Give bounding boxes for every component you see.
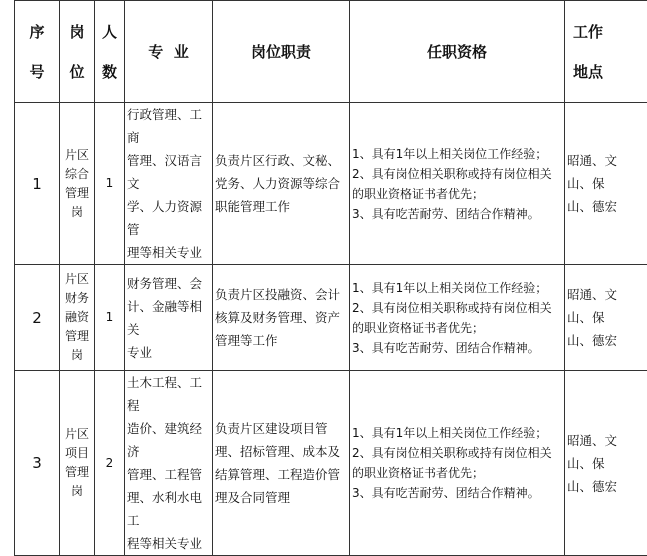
qualification-line: 3、具有吃苦耐劳、团结合作精神。 bbox=[352, 483, 564, 503]
cell-duty bbox=[213, 103, 350, 265]
position-line: 项目 bbox=[60, 444, 94, 463]
position-line: 管理 bbox=[60, 327, 94, 346]
position-line: 岗 bbox=[60, 346, 94, 365]
location-line: 山、保 bbox=[567, 172, 647, 195]
location-line: 昭通、文 bbox=[567, 149, 647, 172]
cell-major bbox=[125, 103, 213, 265]
qualification-line: 2、具有岗位相关职称或持有岗位相关 bbox=[352, 164, 564, 184]
major-line: 理等相关专业 bbox=[127, 241, 212, 264]
position-line: 片区 bbox=[60, 270, 94, 289]
location-line: 山、德宏 bbox=[567, 475, 647, 498]
cell-position bbox=[60, 265, 95, 371]
qualification-line: 1、具有1年以上相关岗位工作经验； bbox=[352, 423, 564, 443]
header-seq-line: 序 bbox=[15, 12, 59, 52]
position-line: 财务 bbox=[60, 289, 94, 308]
header-seq bbox=[15, 1, 60, 103]
position-line: 片区 bbox=[60, 146, 94, 165]
table-row bbox=[15, 371, 647, 556]
cell-position bbox=[60, 371, 95, 556]
cell-major bbox=[125, 265, 213, 371]
duty-line: 理、招标管理、成本及 bbox=[215, 440, 349, 463]
qualification-line: 的职业资格证书者优先； bbox=[352, 318, 564, 338]
qualification-line: 3、具有吃苦耐劳、团结合作精神。 bbox=[352, 338, 564, 358]
job-table bbox=[14, 0, 647, 556]
cell-seq: 3 bbox=[15, 371, 60, 556]
duty-line: 党务、人力资源等综合 bbox=[215, 172, 349, 195]
qualification-line: 1、具有1年以上相关岗位工作经验； bbox=[352, 278, 564, 298]
position-line: 综合 bbox=[60, 165, 94, 184]
header-location-line: 工作 bbox=[573, 12, 647, 52]
duty-line: 负责片区投融资、会计 bbox=[215, 283, 349, 306]
duty-line: 结算管理、工程造价管 bbox=[215, 463, 349, 486]
cell-qualification bbox=[350, 371, 565, 556]
location-line: 山、保 bbox=[567, 306, 647, 329]
major-line: 学、人力资源管 bbox=[127, 195, 212, 241]
qualification-line: 的职业资格证书者优先； bbox=[352, 463, 564, 483]
major-line: 造价、建筑经济 bbox=[127, 417, 212, 463]
major-line: 土木工程、工程 bbox=[127, 371, 212, 417]
header-position-line: 岗 bbox=[60, 12, 94, 52]
qualification-line: 2、具有岗位相关职称或持有岗位相关 bbox=[352, 298, 564, 318]
cell-count: 1 bbox=[95, 103, 125, 265]
major-line: 专业 bbox=[127, 341, 212, 364]
duty-line: 负责片区建设项目管 bbox=[215, 417, 349, 440]
cell-seq: 1 bbox=[15, 103, 60, 265]
header-row bbox=[15, 1, 647, 103]
header-count-line: 数 bbox=[95, 52, 124, 92]
cell-location bbox=[565, 371, 647, 556]
header-position-line: 位 bbox=[60, 52, 94, 92]
cell-location bbox=[565, 265, 647, 371]
qualification-line: 1、具有1年以上相关岗位工作经验； bbox=[352, 144, 564, 164]
location-line: 山、德宏 bbox=[567, 329, 647, 352]
duty-line: 核算及财务管理、资产 bbox=[215, 306, 349, 329]
header-count-line: 人 bbox=[95, 12, 124, 52]
header-count bbox=[95, 1, 125, 103]
major-line: 管理、汉语言文 bbox=[127, 149, 212, 195]
cell-major bbox=[125, 371, 213, 556]
cell-qualification bbox=[350, 103, 565, 265]
major-line: 理、水利水电工 bbox=[127, 486, 212, 532]
table-row bbox=[15, 103, 647, 265]
location-line: 昭通、文 bbox=[567, 429, 647, 452]
cell-duty bbox=[213, 371, 350, 556]
cell-seq: 2 bbox=[15, 265, 60, 371]
location-line: 昭通、文 bbox=[567, 283, 647, 306]
duty-line: 职能管理工作 bbox=[215, 195, 349, 218]
header-location bbox=[565, 1, 647, 103]
cell-position bbox=[60, 103, 95, 265]
position-line: 管理 bbox=[60, 184, 94, 203]
location-line: 山、保 bbox=[567, 452, 647, 475]
position-line: 融资 bbox=[60, 308, 94, 327]
header-position bbox=[60, 1, 95, 103]
header-qual: 任职资格 bbox=[350, 1, 565, 103]
qualification-line: 的职业资格证书者优先； bbox=[352, 184, 564, 204]
header-major: 专 业 bbox=[125, 1, 213, 103]
qualification-line: 3、具有吃苦耐劳、团结合作精神。 bbox=[352, 204, 564, 224]
major-line: 程等相关专业 bbox=[127, 532, 212, 555]
qualification-line: 2、具有岗位相关职称或持有岗位相关 bbox=[352, 443, 564, 463]
header-duty: 岗位职责 bbox=[213, 1, 350, 103]
duty-line: 管理等工作 bbox=[215, 329, 349, 352]
table-row bbox=[15, 265, 647, 371]
major-line: 财务管理、会 bbox=[127, 272, 212, 295]
major-line: 管理、工程管 bbox=[127, 463, 212, 486]
major-line: 计、金融等相关 bbox=[127, 295, 212, 341]
duty-line: 负责片区行政、文秘、 bbox=[215, 149, 349, 172]
cell-count: 1 bbox=[95, 265, 125, 371]
cell-duty bbox=[213, 265, 350, 371]
cell-qualification bbox=[350, 265, 565, 371]
position-line: 管理 bbox=[60, 463, 94, 482]
position-line: 岗 bbox=[60, 203, 94, 222]
table-body bbox=[15, 103, 647, 556]
location-line: 山、德宏 bbox=[567, 195, 647, 218]
cell-location bbox=[565, 103, 647, 265]
major-line: 行政管理、工商 bbox=[127, 103, 212, 149]
position-line: 片区 bbox=[60, 425, 94, 444]
header-seq-line: 号 bbox=[15, 52, 59, 92]
header-location-line: 地点 bbox=[573, 52, 647, 92]
duty-line: 理及合同管理 bbox=[215, 486, 349, 509]
cell-count: 2 bbox=[95, 371, 125, 556]
position-line: 岗 bbox=[60, 482, 94, 501]
